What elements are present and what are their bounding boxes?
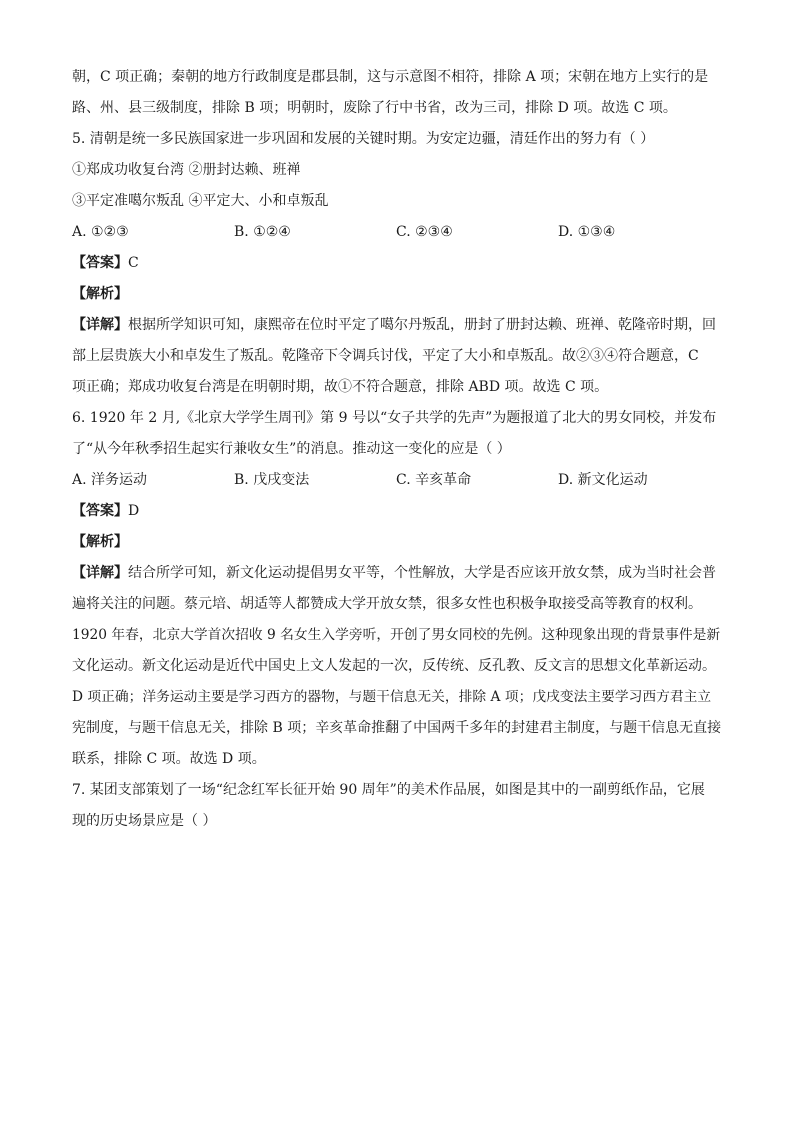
q6-options xyxy=(72,465,722,496)
q5-answer-line xyxy=(72,248,722,279)
q6-stem-line-1: 6. 1920 年 2 月,《北京大学学生周刊》第 9 号以“女子共学的先声”为题报道了北大的男女同校，并发布 xyxy=(72,410,717,426)
q5-option-c: C. ②③④ xyxy=(396,224,453,240)
q5-answer-value: C xyxy=(128,255,139,271)
q5-detail-text-1: 根据所学知识可知，康熙帝在位时平定了噶尔丹叛乱，册封了册封达赖、班禅、乾隆帝时期，回 xyxy=(128,317,716,333)
q5-stem: 5. 清朝是统一多民族国家进一步巩固和发展的关键时期。为安定边疆，清廷作出的努力有（ ） xyxy=(72,131,655,147)
q5-detail-tag: 【详解】 xyxy=(72,317,128,333)
q6-option-c: C. 辛亥革命 xyxy=(396,472,472,488)
q5-option-d: D. ①③④ xyxy=(558,224,616,240)
q6-detail-line-2: 遍将关注的问题。蔡元培、胡适等人都赞成大学开放女禁，很多女性也积极争取接受高等教育的权利。 xyxy=(72,596,702,612)
q5-analysis-tag: 【解析】 xyxy=(72,286,128,302)
q5-option-b: B. ①②④ xyxy=(234,224,291,240)
q5-option-a: A. ①②③ xyxy=(72,224,129,240)
q6-detail-line-6: 宪制度，与题干信息无关，排除 B 项；辛亥革命推翻了中国两千多年的封建君主制度，与题干信息无直接 xyxy=(72,720,722,736)
q6-analysis-tag: 【解析】 xyxy=(72,534,128,550)
q5-options xyxy=(72,217,722,248)
q6-detail-line-3: 1920 年春，北京大学首次招收 9 名女生入学旁听，开创了男女同校的先例。这种现象出现的背景事件是新 xyxy=(72,627,721,643)
q7-stem-line-2: 现的历史场景应是（ ） xyxy=(72,813,217,829)
q6-detail-text-1: 结合所学可知，新文化运动提倡男女平等，个性解放，大学是否应该开放女禁，成为当时社会普 xyxy=(128,565,716,581)
q5-detail-line-3: 项正确；郑成功收复台湾是在明朝时期，故①不符合题意，排除 ABD 项。故选 C 项。 xyxy=(72,379,609,395)
q6-detail-line-4: 文化运动。新文化运动是近代中国史上文人发起的一次，反传统、反孔教、反文言的思想文化革新运动。 xyxy=(72,658,716,674)
q4-explanation-line-1: 朝，C 项正确；秦朝的地方行政制度是郡县制，这与示意图不相符，排除 A 项；宋朝在地方上实行的是 xyxy=(72,69,709,85)
q6-detail-line-7: 联系，排除 C 项。故选 D 项。 xyxy=(72,751,266,767)
q6-option-a: A. 洋务运动 xyxy=(72,472,148,488)
q6-answer-line xyxy=(72,496,722,527)
q5-items-line-1: ①郑成功收复台湾 ②册封达赖、班禅 xyxy=(72,162,301,178)
q6-option-d: D. 新文化运动 xyxy=(558,472,648,488)
q4-explanation-line-2: 路、州、县三级制度，排除 B 项；明朝时，废除了行中书省，改为三司，排除 D 项。故选 C 项。 xyxy=(72,100,677,116)
q7-stem-line-1: 7. 某团支部策划了一场“纪念红军长征开始 90 周年”的美术作品展，如图是其中的一副剪纸作品，它展 xyxy=(72,782,705,798)
q6-detail-tag: 【详解】 xyxy=(72,565,128,581)
q6-stem-line-2: 了“从今年秋季招生起实行兼收女生”的消息。推动这一变化的应是（ ） xyxy=(72,441,511,457)
q6-detail-line-1 xyxy=(72,558,722,589)
document-page xyxy=(72,62,722,837)
q5-items-line-2: ③平定准噶尔叛乱 ④平定大、小和卓叛乱 xyxy=(72,193,329,209)
q6-answer-value: D xyxy=(128,503,140,519)
q5-detail-line-2: 部上层贵族大小和卓发生了叛乱。乾隆帝下令调兵讨伐，平定了大小和卓叛乱。故②③④符合题意，C xyxy=(72,348,699,364)
q5-detail-line-1 xyxy=(72,310,722,341)
q6-detail-line-5: D 项正确；洋务运动主要是学习西方的器物，与题干信息无关，排除 A 项；戊戌变法主要学习西方君主立 xyxy=(72,689,712,705)
q6-option-b: B. 戊戌变法 xyxy=(234,472,310,488)
q5-answer-tag: 【答案】 xyxy=(72,255,128,271)
q6-answer-tag: 【答案】 xyxy=(72,503,128,519)
